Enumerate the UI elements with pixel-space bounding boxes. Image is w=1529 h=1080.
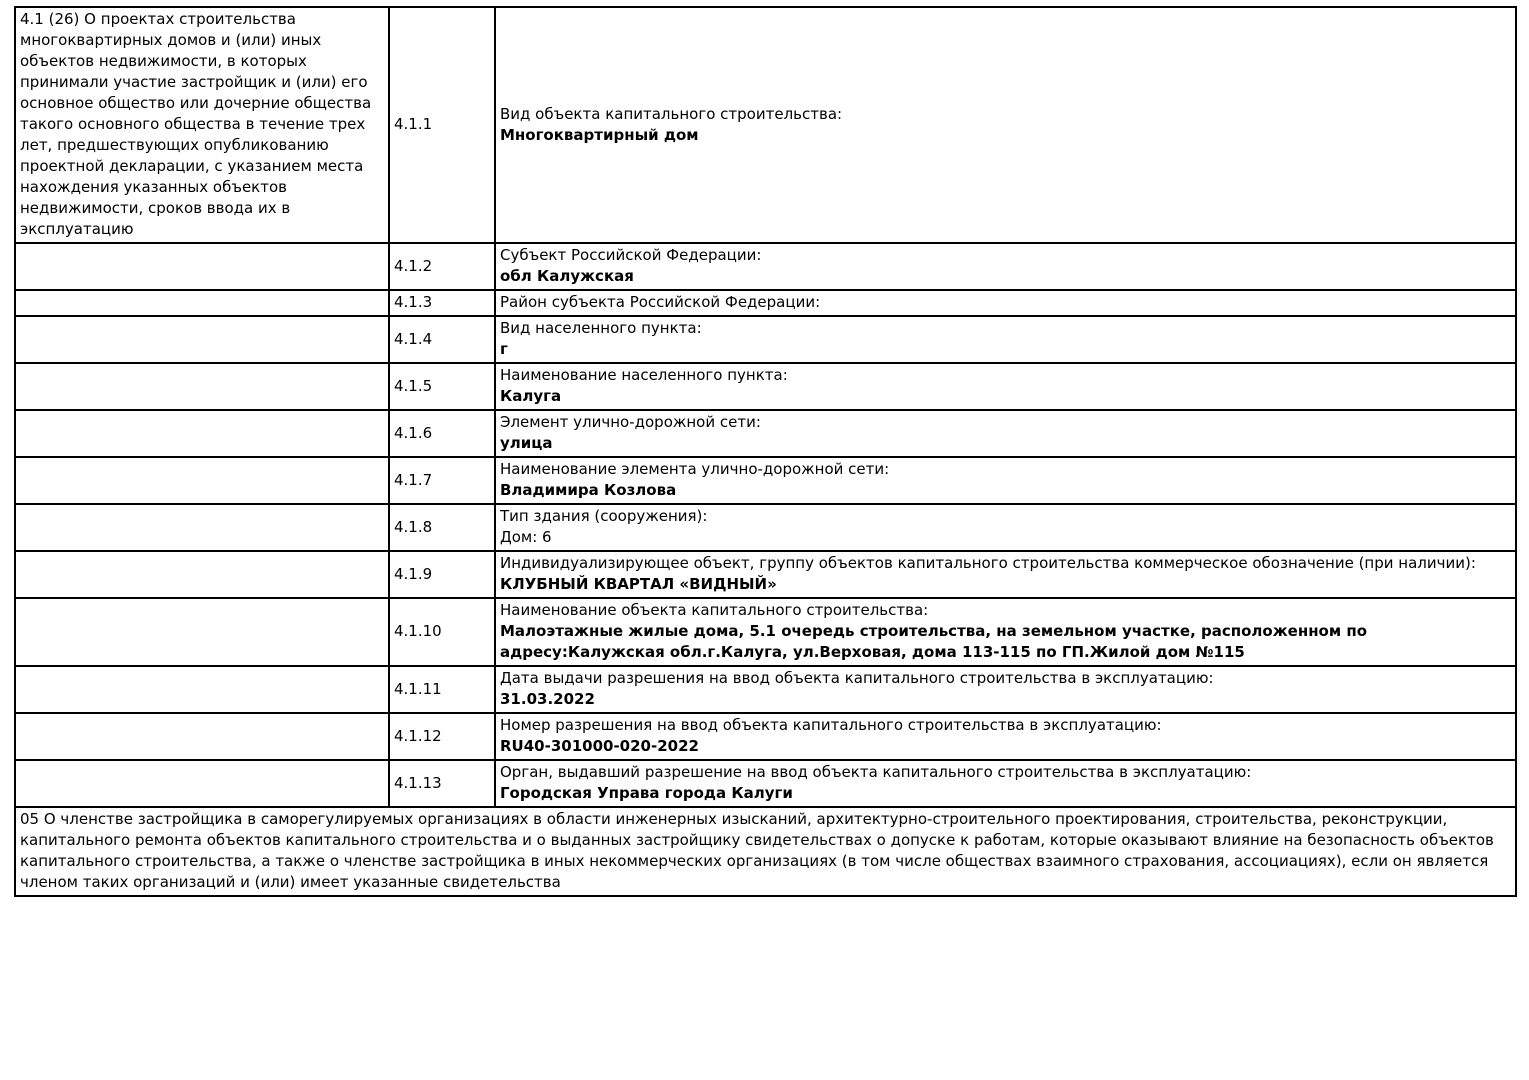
- code-cell: 4.1.4: [389, 316, 495, 363]
- field-label: Субъект Российской Федерации:: [500, 246, 762, 264]
- field-label: Дата выдачи разрешения на ввод объекта капитального строительства в эксплуатацию:: [500, 669, 1214, 687]
- code-cell: 4.1.11: [389, 666, 495, 713]
- field-label: Вид объекта капитального строительства:: [500, 104, 843, 123]
- code-cell: 4.1.5: [389, 363, 495, 410]
- section-description-cell: [15, 760, 389, 807]
- field-cell: [495, 598, 1516, 666]
- field-cell: [495, 7, 1516, 243]
- section-description-cell: [15, 504, 389, 551]
- field-cell: [495, 457, 1516, 504]
- field-label: Район субъекта Российской Федерации:: [500, 293, 821, 311]
- field-value: Дом: 6: [500, 528, 552, 546]
- field-cell: [495, 760, 1516, 807]
- field-value: Владимира Козлова: [500, 481, 677, 499]
- code-cell: 4.1.6: [389, 410, 495, 457]
- section-description-cell: [15, 713, 389, 760]
- section-description-cell: [15, 410, 389, 457]
- code-cell: 4.1.13: [389, 760, 495, 807]
- section-description-cell: [15, 551, 389, 598]
- field-cell: [495, 666, 1516, 713]
- table-row: [15, 598, 1516, 666]
- field-cell: [495, 316, 1516, 363]
- code-cell: 4.1.2: [389, 243, 495, 290]
- field-cell: [495, 243, 1516, 290]
- field-cell: [495, 713, 1516, 760]
- table-row: [15, 290, 1516, 316]
- field-cell: [495, 551, 1516, 598]
- table-row: [15, 713, 1516, 760]
- field-value: КЛУБНЫЙ КВАРТАЛ «ВИДНЫЙ»: [500, 575, 777, 593]
- field-label: Наименование населенного пункта:: [500, 366, 788, 384]
- code-cell: 4.1.10: [389, 598, 495, 666]
- table-row: [15, 243, 1516, 290]
- field-value: Калуга: [500, 387, 562, 405]
- code-cell: 4.1.7: [389, 457, 495, 504]
- field-cell: [495, 410, 1516, 457]
- field-label: Наименование элемента улично-дорожной сети:: [500, 460, 890, 478]
- table-row: [15, 316, 1516, 363]
- section-description-cell: 4.1 (26) О проектах строительства многоквартирных домов и (или) иных объектов недвижимости, в которых принимали участие застройщик и (или) его основное общество или дочерние общества такого основного общества в течение трех лет, предшествующих опубликованию проектной декларации, с указанием места нахождения указанных объектов недвижимости, сроков ввода их в эксплуатацию: [15, 7, 389, 243]
- declaration-table: [14, 6, 1517, 897]
- field-label: Вид населенного пункта:: [500, 319, 702, 337]
- field-value: г: [500, 340, 508, 358]
- code-cell: 4.1.9: [389, 551, 495, 598]
- table-row: [15, 666, 1516, 713]
- table-row: [15, 7, 1516, 243]
- field-value: Городская Управа города Калуги: [500, 784, 793, 802]
- field-label: Наименование объекта капитального строительства:: [500, 601, 929, 619]
- section-description-cell: [15, 243, 389, 290]
- table-row: [15, 504, 1516, 551]
- table-row: [15, 363, 1516, 410]
- field-label: Тип здания (сооружения):: [500, 507, 708, 525]
- table-row: [15, 410, 1516, 457]
- footer-row: [15, 807, 1516, 896]
- field-label: Индивидуализирующее объект, группу объектов капитального строительства коммерческое обозначение (при наличии):: [500, 554, 1476, 572]
- section-description-cell: [15, 666, 389, 713]
- field-value: 31.03.2022: [500, 690, 595, 708]
- section-description-cell: [15, 457, 389, 504]
- field-label: Элемент улично-дорожной сети:: [500, 413, 761, 431]
- code-cell: 4.1.8: [389, 504, 495, 551]
- code-cell: 4.1.12: [389, 713, 495, 760]
- section-description-cell: [15, 598, 389, 666]
- field-label: Номер разрешения на ввод объекта капитального строительства в эксплуатацию:: [500, 716, 1162, 734]
- section-05-text: 05 О членстве застройщика в саморегулируемых организациях в области инженерных изысканий, архитектурно-строительного проектирования, строительства, реконструкции, капитального ремонта объектов капитального строительства и о выданных застройщику свидетельствах о допуске к работам, которые оказывают влияние на безопасность объектов капитального строительства, а также о членстве застройщика в иных некоммерческих организациях (в том числе обществах взаимного страхования, ассоциациях), если он является членом таких организаций и (или) имеет указанные свидетельства: [15, 807, 1516, 896]
- field-value: обл Калужская: [500, 267, 634, 285]
- field-cell: [495, 290, 1516, 316]
- table-row: [15, 760, 1516, 807]
- table-row: [15, 457, 1516, 504]
- section-description-cell: [15, 316, 389, 363]
- code-cell: 4.1.1: [389, 7, 495, 243]
- table-row: [15, 551, 1516, 598]
- field-value: RU40-301000-020-2022: [500, 737, 699, 755]
- code-cell: 4.1.3: [389, 290, 495, 316]
- field-cell: [495, 504, 1516, 551]
- section-description-cell: [15, 363, 389, 410]
- section-description-cell: [15, 290, 389, 316]
- field-value: Малоэтажные жилые дома, 5.1 очередь строительства, на земельном участке, расположенном по адресу:Калужская обл.г.Калуга, ул.Верховая, дома 113-115 по ГП.Жилой дом №115: [500, 622, 1368, 661]
- field-value: улица: [500, 434, 553, 452]
- field-cell: [495, 363, 1516, 410]
- field-value: Многоквартирный дом: [500, 125, 699, 144]
- field-label: Орган, выдавший разрешение на ввод объекта капитального строительства в эксплуатацию:: [500, 763, 1252, 781]
